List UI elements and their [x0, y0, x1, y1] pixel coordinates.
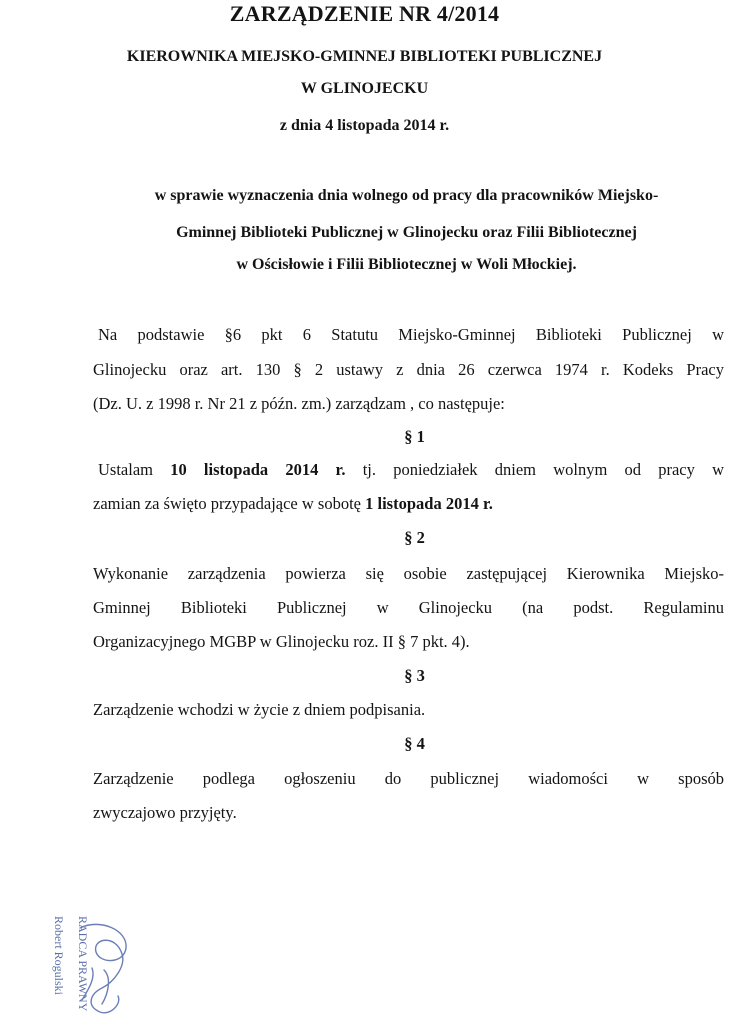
section-1-text-2: zamian za święto przypadające w sobotę — [93, 494, 366, 513]
section-1-date-bold: 10 listopada 2014 r. — [170, 460, 346, 479]
section-1-text: Ustalam — [98, 460, 171, 479]
section-1-line-2 — [93, 494, 493, 514]
preamble-line-1: Na podstawie §6 pkt 6 Statutu Miejsko-Gminnej Biblioteki Publicznej w — [98, 325, 724, 344]
section-1-date-2-bold: 1 listopada 2014 r. — [365, 494, 493, 513]
section-4-line-1: Zarządzenie podlega ogłoszeniu do publicznej wiadomości w sposób — [93, 769, 724, 788]
section-2-heading: § 2 — [404, 528, 425, 547]
subject-line-1: w sprawie wyznaczenia dnia wolnego od pracy dla pracowników Miejsko- — [154, 187, 659, 204]
subject-line-2: Gminnej Biblioteki Publicznej w Glinojecku oraz Filii Bibliotecznej — [176, 224, 637, 241]
section-1-line-1 — [98, 460, 724, 480]
document-title: ZARZĄDZENIE NR 4/2014 — [229, 1, 500, 26]
preamble-line-2: Glinojecku oraz art. 130 § 2 ustawy z dnia 26 czerwca 1974 r. Kodeks Pracy — [93, 360, 724, 379]
section-3-line-1: Zarządzenie wchodzi w życie z dniem podpisania. — [93, 700, 426, 719]
stamp-text-line-1: RADCA PRAWNY — [76, 916, 90, 1012]
stamp-text-line-2: Robert Rogulski — [52, 916, 66, 996]
section-1-heading: § 1 — [404, 427, 425, 446]
issuer-line-2: W GLINOJECKU — [300, 80, 429, 97]
subject-line-3: w Ościsłowie i Filii Bibliotecznej w Woli Młockiej. — [236, 256, 577, 273]
preamble-line-3: (Dz. U. z 1998 r. Nr 21 z późn. zm.) zarządzam , co następuje: — [93, 394, 505, 413]
section-4-line-2: zwyczajowo przyjęty. — [93, 803, 237, 822]
document-date: z dnia 4 listopada 2014 r. — [279, 117, 450, 134]
issuer-line-1: KIEROWNIKA MIEJSKO-GMINNEJ BIBLIOTEKI PUBLICZNEJ — [126, 48, 603, 65]
stamp-signature-graphic — [30, 908, 142, 1024]
section-2-line-1: Wykonanie zarządzenia powierza się osobie zastępującej Kierownika Miejsko- — [93, 564, 724, 583]
section-2-line-2: Gminnej Biblioteki Publicznej w Glinojecku (na podst. Regulaminu — [93, 598, 724, 617]
section-2-line-3: Organizacyjnego MGBP w Glinojecku roz. II § 7 pkt. 4). — [93, 632, 470, 651]
legal-counsel-stamp — [30, 908, 142, 1024]
section-1-text-cont: tj. poniedziałek dniem wolnym od pracy w — [345, 460, 724, 479]
section-3-heading: § 3 — [404, 666, 425, 685]
section-4-heading: § 4 — [404, 734, 425, 753]
